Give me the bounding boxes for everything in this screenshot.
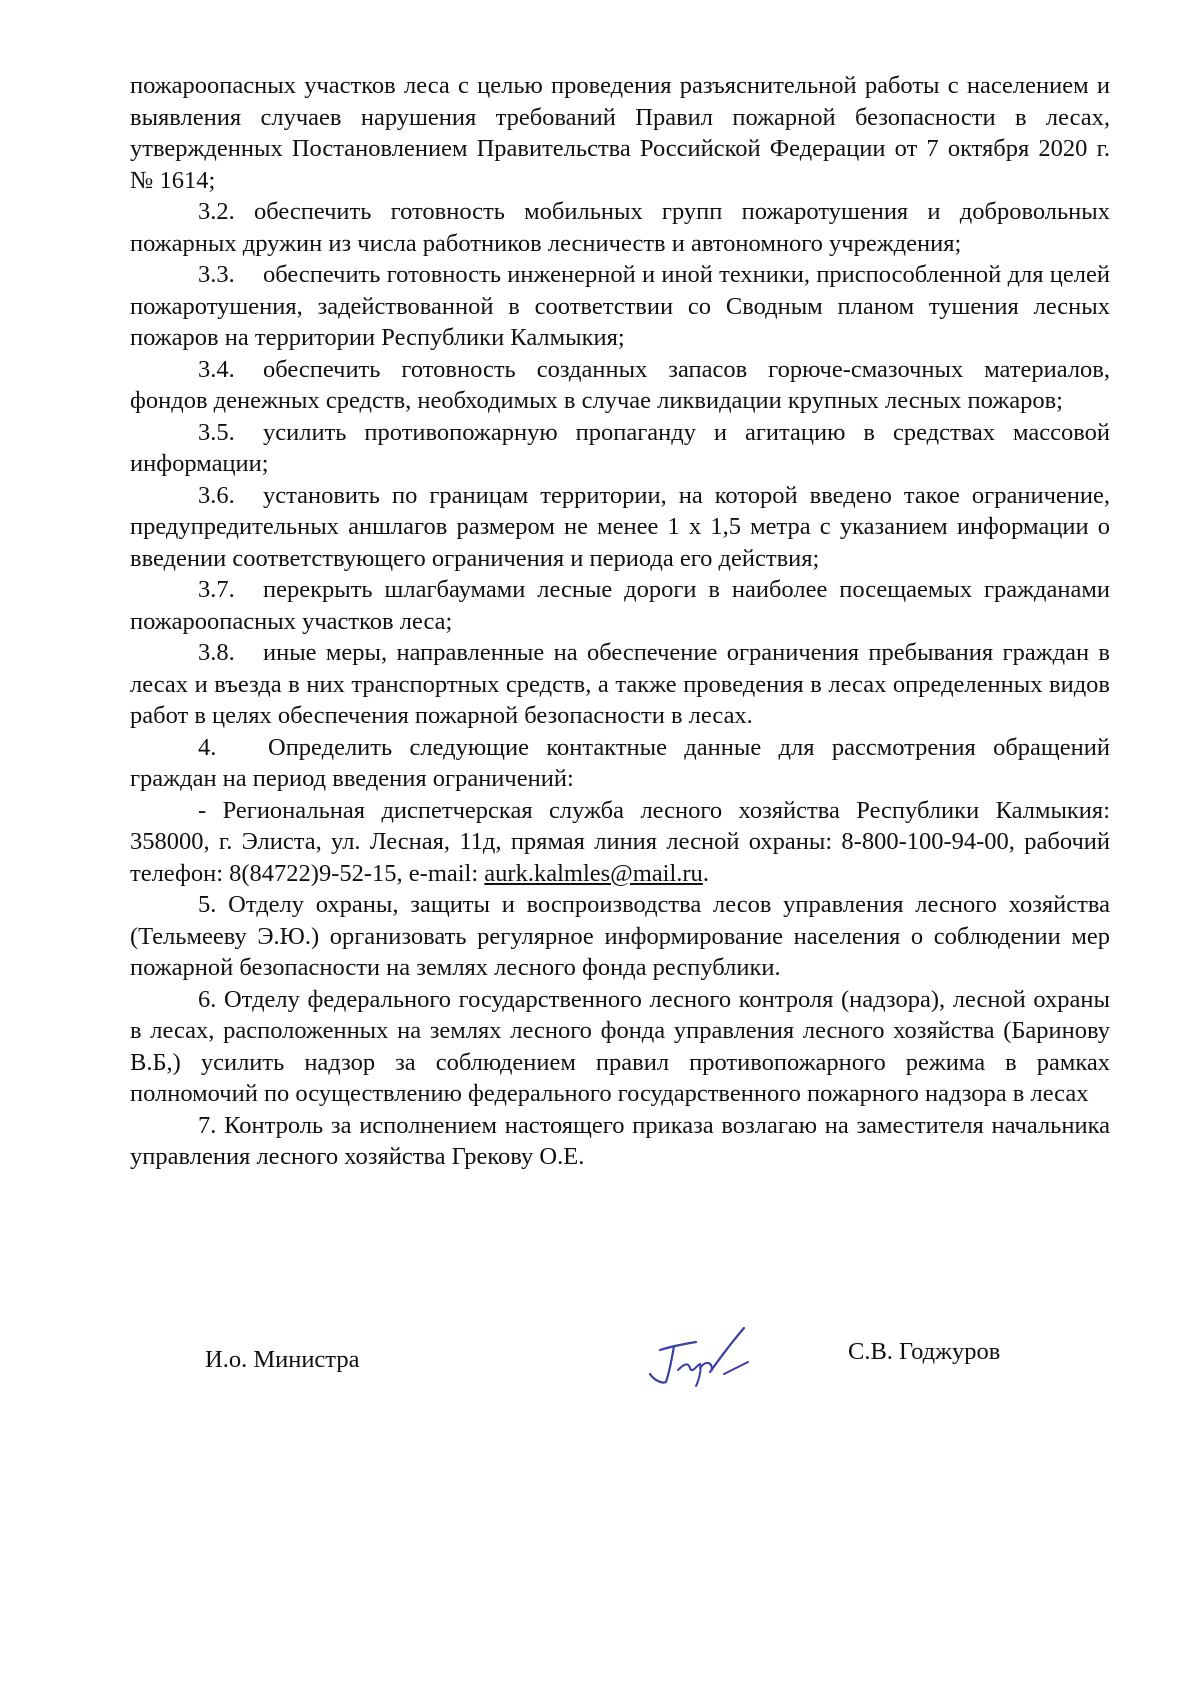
paragraph-4-contact: [130, 795, 1110, 890]
paragraph-6: 6. Отделу федерального государственного лесного контроля (надзора), лесной охраны в лесах, расположенных на землях лесного фонда управления лесного хозяйства (Баринову В.Б,) усилить надзор за соблюдением правил противопожарного режима в рамках полномочий по осуществлению федерального государственного пожарного надзора в лесах: [130, 985, 1110, 1107]
item-number: 3.5.: [198, 418, 235, 446]
paragraph-5: 5. Отделу охраны, защиты и воспроизводства лесов управления лесного хозяйства (Тельмееву Э.Ю.) организовать регулярное информирование населения о соблюдении мер пожарной безопасности на землях лесного фонда республики.: [130, 891, 1110, 981]
item-text: обеспечить готовность инженерной и иной техники, приспособленной для целей пожаротушения, задействованной в соответствии со Сводным планом тушения лесных пожаров на территории Республики Калмыкия;: [130, 261, 1110, 351]
item-number: 3.6.: [198, 481, 235, 509]
item-text: усилить противопожарную пропаганду и агитацию в средствах массовой информации;: [130, 418, 1110, 477]
signatory-name: С.В. Годжуров: [848, 1338, 1001, 1365]
paragraph-3-6: [130, 480, 1110, 575]
paragraph-3-2: 3.2. обеспечить готовность мобильных групп пожаротушения и добровольных пожарных дружин из числа работников лесничеств и автономного учреждения;: [130, 198, 1110, 257]
item-number: 3.8.: [198, 639, 235, 666]
item-text: установить по границам территории, на которой введено такое ограничение, предупредительных аншлагов размером не менее 1 х 1,5 метра с указанием информации о введении соответствующего ограничения и периода его действия;: [130, 481, 1110, 572]
paragraph-3-5: [130, 417, 1110, 480]
paragraph-3-3: [130, 259, 1110, 354]
paragraph-7: 7. Контроль за исполнением настоящего приказа возлагаю на заместителя начальника управления лесного хозяйства Грекову О.Е.: [130, 1111, 1110, 1170]
item-number: 3.3.: [198, 261, 235, 288]
item-text: обеспечить готовность созданных запасов горюче-смазочных материалов, фондов денежных средств, необходимых в случае ликвидации крупных лесных пожаров;: [130, 355, 1110, 414]
handwritten-signature: [640, 1320, 755, 1390]
item-text: перекрыть шлагбаумами лесные дороги в наиболее посещаемых гражданами пожароопасных участков леса;: [130, 576, 1110, 635]
paragraph-3-4: [130, 354, 1110, 417]
contact-text: - Региональная диспетчерская служба лесного хозяйства Республики Калмыкия: 358000, г. Элиста, ул. Лесная, 11д, прямая линия лесной охраны: 8-800-100-94-00, рабочий телефон: 8(84722)9-52-15, e-mail:: [130, 796, 1110, 887]
signature-block: [0, 1320, 1200, 1400]
item-text: Определить следующие контактные данные для рассмотрения обращений граждан на период введения ограничений:: [130, 733, 1110, 792]
document-body: [130, 70, 1110, 1173]
item-number: 3.4.: [198, 355, 235, 383]
paragraph-intro: пожароопасных участков леса с целью проведения разъяснительной работы с населением и выявления случаев нарушения требований Правил пожарной безопасности в лесах, утвержденных Постановлением Правительства Российской Федерации от 7 октября 2020 г. № 1614;: [130, 72, 1110, 194]
paragraph-3-8: [130, 637, 1110, 732]
paragraph-4: [130, 732, 1110, 795]
item-text: иные меры, направленные на обеспечение ограничения пребывания граждан в лесах и въезда в них транспортных средств, а также проведения в лесах определенных видов работ в целях обеспечения пожарной безопасности в лесах.: [130, 639, 1110, 729]
item-number: 4.: [198, 733, 217, 761]
item-number: 3.7.: [198, 576, 235, 603]
contact-end: .: [702, 859, 709, 887]
signatory-position: И.о. Министра: [205, 1346, 360, 1373]
email-link[interactable]: aurk.kalmles@mail.ru: [484, 859, 703, 887]
paragraph-3-7: [130, 574, 1110, 637]
